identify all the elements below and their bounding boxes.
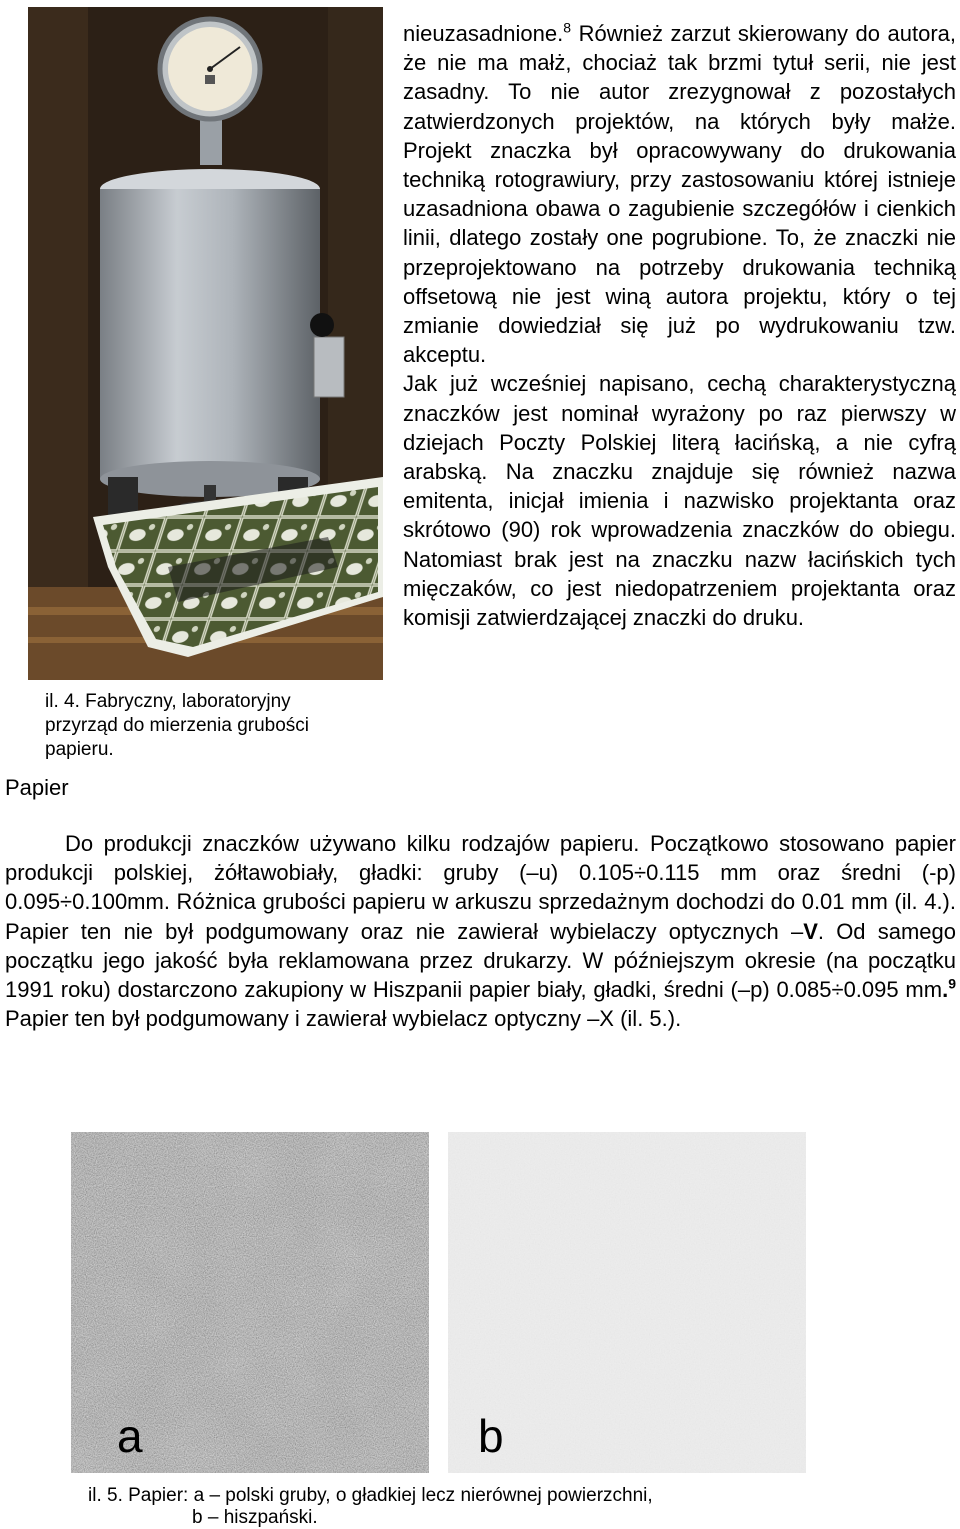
caption-line: il. 5. Papier: a – polski gruby, o gładkiej lecz nierównej powierzchni,: [88, 1485, 653, 1506]
bold-text: V: [803, 918, 818, 944]
caption-line: b – hiszpański.: [192, 1507, 318, 1528]
right-column-text: [403, 19, 956, 632]
paper-sample-a: [71, 1132, 429, 1473]
sample-b-label: b: [478, 1410, 504, 1462]
text-run: Papier ten był podgumowany i zawierał wybielacz optyczny –X (il. 5.).: [5, 1006, 682, 1032]
section-heading: Papier: [5, 775, 69, 800]
paragraph: Jak już wcześniej napisano, cechą charakterystyczną znaczków jest nominał wyrażony po raz pierwszy w dziejach Poczty Polskiej literą łacińską, a nie cyfrą arabską. Na znaczku znajduje się również nazwa emitenta, inicjał imienia i nazwisko projektanta oraz skrótowo (90) rok wprowadzenia znaczków do obiegu. Natomiast brak jest na znaczku nazw łacińskich tych mięczaków, co jest niedopatrzeniem projektanta oraz komisji zatwierdzającej znaczki do druku.: [403, 371, 956, 631]
caption-line: papieru.: [45, 739, 114, 760]
paper-paragraph: [5, 829, 956, 1033]
gauge-photo: [28, 7, 383, 680]
footnote-marker: 9: [948, 975, 956, 992]
figure-5-caption: [88, 1485, 848, 1529]
paragraph: [403, 19, 956, 369]
sample-a-label: a: [117, 1410, 143, 1462]
text-run: . Od samego początku jego jakość była reklamowana przez drukarzy. W późniejszym okresie (na początku 1991 roku) dostarczono zakupiony w Hiszpanii papier biały, gładki, średni (–p) 0.085÷0.095 mm: [5, 918, 957, 1003]
caption-line: przyrząd do mierzenia grubości: [45, 715, 310, 736]
caption-line: il. 4. Fabryczny, laboratoryjny: [45, 691, 291, 712]
bold-text: .: [942, 977, 949, 1003]
text-run: Również zarzut skierowany do autora, że nie ma małż, chociaż tak brzmi tytuł serii, nie jest zasadny. To nie autor zrezygnował z pozostałych zatwierdzonych projektów, na których były małże. Projekt znaczka był opracowywany do drukowania techniką rotograwiury, przy zastosowaniu której istnieje uzasadniona obawa o zagubienie szczegółów i cienkich linii, dlatego zostały one pogrubione. To, że znaczki nie przeprojektowano na potrzeby drukowania techniką offsetową nie jest winą autora projektu, który o tej zmianie dowiedział się już po wydrukowaniu tzw. akceptu.: [403, 21, 956, 368]
text-run: Do produkcji znaczków używano kilku rodzajów papieru. Początkowo stosowano papier produkcji polskiej, żółtawobiały, gładki: gruby (–u) 0.105÷0.115 mm oraz średni (-p) 0.095÷0.100mm. Różnica grubości papieru w arkuszu sprzedażnym dochodzi do 0.01 mm (il. 4.). Papier ten nie był podgumowany oraz nie zawierał wybielaczy optycznych –: [5, 831, 956, 944]
paragraph: [5, 829, 956, 1033]
text-run: nieuzasadnione.: [403, 21, 564, 46]
footnote-marker: 8: [563, 19, 572, 36]
paper-sample-b: [448, 1132, 806, 1473]
figure-4-caption: [45, 690, 365, 762]
